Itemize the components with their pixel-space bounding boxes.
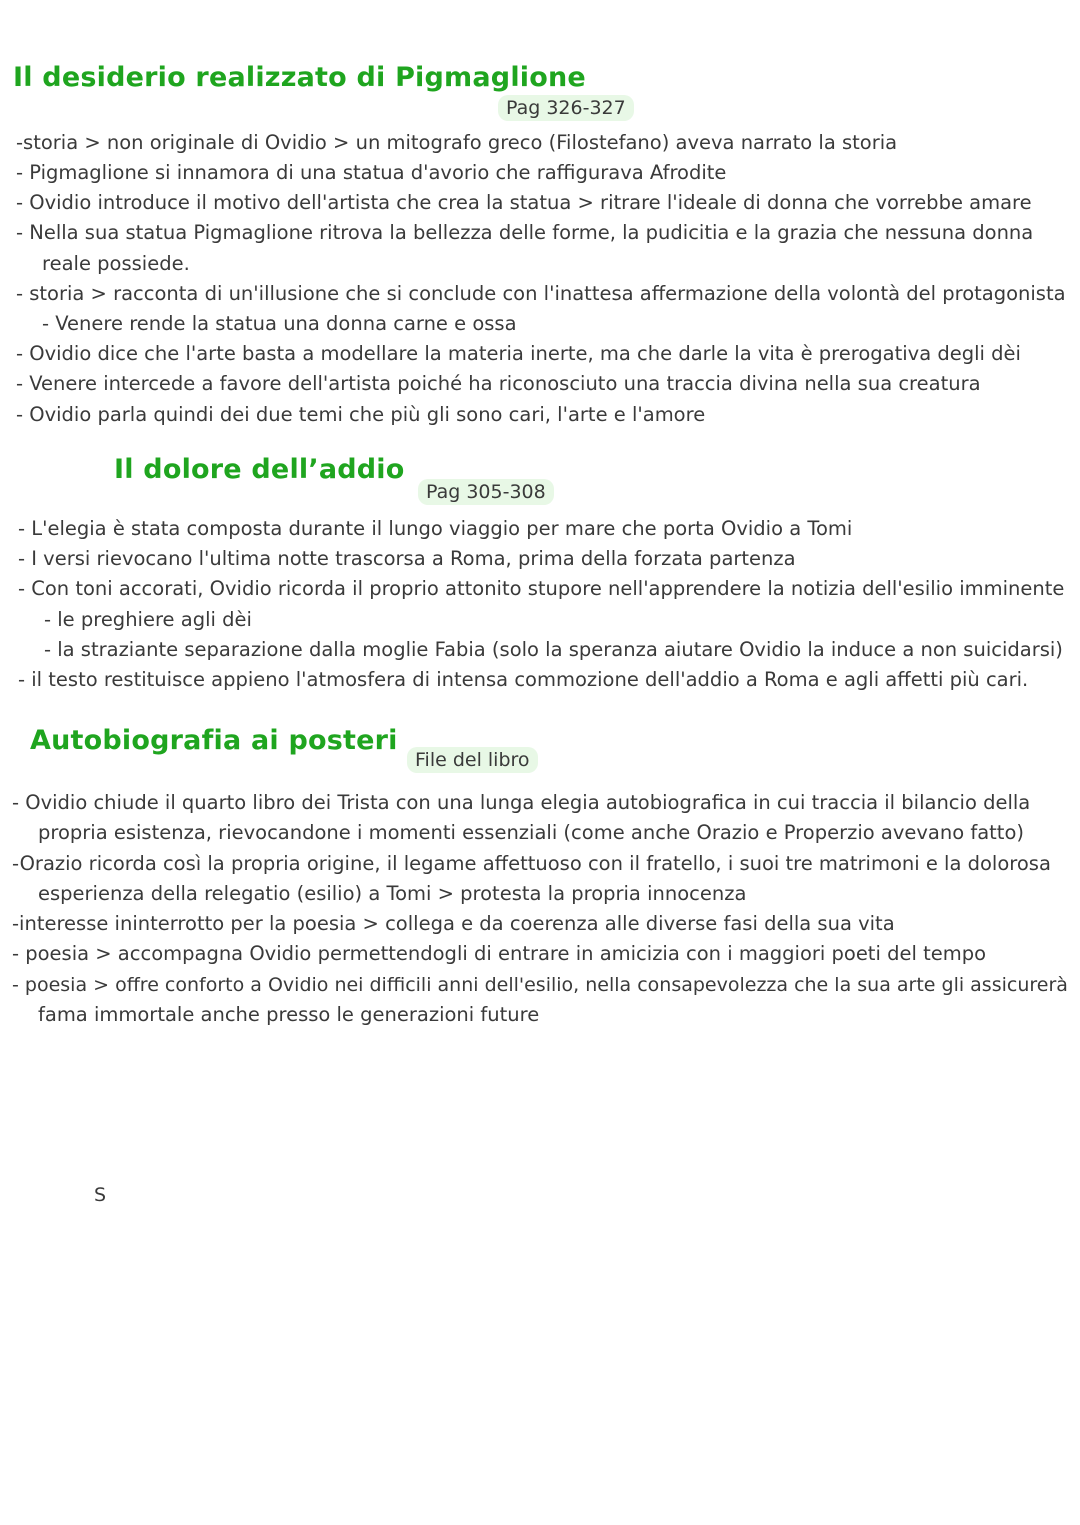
- note-line: - Nella sua statua Pigmaglione ritrova la bellezza delle forme, la pudicitia e la grazia che nessuna donna: [16, 221, 1034, 244]
- note-line: - Pigmaglione si innamora di una statua d'avorio che raffigurava Afrodite: [16, 161, 727, 184]
- note-line: - Ovidio dice che l'arte basta a modellare la materia inerte, ma che darle la vita è prerogativa degli dèi: [16, 342, 1021, 365]
- note-line: - Ovidio chiude il quarto libro dei Trista con una lunga elegia autobiografica in cui traccia il bilancio della: [12, 791, 1031, 814]
- note-line: - Ovidio parla quindi dei due temi che più gli sono cari, l'arte e l'amore: [16, 403, 706, 426]
- note-line: fama immortale anche presso le generazioni future: [38, 1003, 540, 1026]
- note-line: - il testo restituisce appieno l'atmosfera di intensa commozione dell'addio a Roma e agli affetti più cari.: [18, 668, 1029, 691]
- section-title: Il desiderio realizzato di Pigmaglione: [13, 62, 586, 93]
- note-line: propria esistenza, rievocandone i momenti essenziali (come anche Orazio e Properzio avevano fatto): [38, 821, 1024, 844]
- note-line: esperienza della relegatio (esilio) a Tomi > protesta la propria innocenza: [38, 882, 747, 905]
- note-line: - I versi rievocano l'ultima notte trascorsa a Roma, prima della forzata partenza: [18, 547, 796, 570]
- note-line: -interesse ininterrotto per la poesia > collega e da coerenza alle diverse fasi della sua vita: [12, 912, 895, 935]
- note-line: - le preghiere agli dèi: [44, 608, 252, 631]
- page-reference-tag: Pag 305-308: [418, 479, 554, 505]
- note-line: - Venere intercede a favore dell'artista poiché ha riconosciuto una traccia divina nella sua creatura: [16, 372, 981, 395]
- note-line: -Orazio ricorda così la propria origine, il legame affettuoso con il fratello, i suoi tre matrimoni e la dolorosa: [12, 852, 1051, 875]
- note-line: reale possiede.: [42, 252, 190, 275]
- note-line: - Ovidio introduce il motivo dell'artista che crea la statua > ritrare l'ideale di donna che vorrebbe amare: [16, 191, 1032, 214]
- note-line: - storia > racconta di un'illusione che si conclude con l'inattesa affermazione della volontà del protagonista: [16, 282, 1066, 305]
- note-line: - Con toni accorati, Ovidio ricorda il proprio attonito stupore nell'apprendere la notizia dell'esilio imminente: [18, 577, 1065, 600]
- stray-letter: S: [94, 1184, 107, 1206]
- note-line: - la straziante separazione dalla moglie Fabia (solo la speranza aiutare Ovidio la induce a non suicidarsi): [44, 638, 1063, 661]
- note-line: - L'elegia è stata composta durante il lungo viaggio per mare che porta Ovidio a Tomi: [18, 517, 853, 540]
- section-title: Il dolore dell’addio: [114, 454, 405, 485]
- section-title: Autobiografia ai posteri: [30, 725, 398, 756]
- page-reference-tag: Pag 326-327: [498, 95, 634, 121]
- note-line: -storia > non originale di Ovidio > un mitografo greco (Filostefano) aveva narrato la storia: [16, 131, 898, 154]
- note-line: - poesia > accompagna Ovidio permettendogli di entrare in amicizia con i maggiori poeti del tempo: [12, 942, 987, 965]
- note-line: - poesia > offre conforto a Ovidio nei difficili anni dell'esilio, nella consapevolezza che la sua arte gli assicurerà: [12, 974, 1068, 996]
- page-reference-tag: File del libro: [407, 747, 538, 773]
- note-line: - Venere rende la statua una donna carne e ossa: [42, 312, 517, 335]
